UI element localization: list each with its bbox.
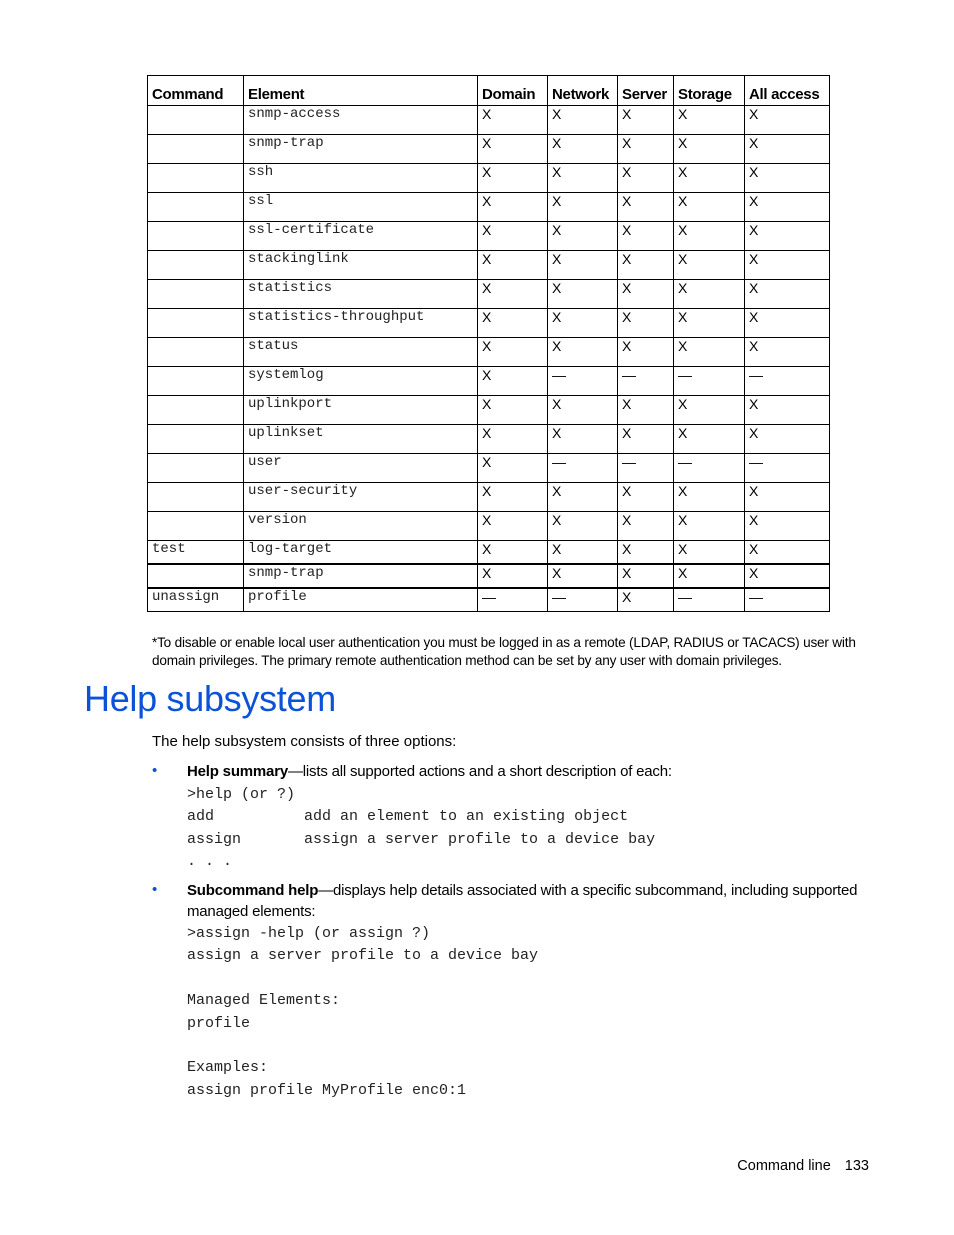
cell-server: X: [618, 541, 674, 565]
table-row: [148, 222, 830, 251]
cell-server: X: [618, 106, 674, 135]
cell-element: systemlog: [244, 367, 478, 396]
table-header-row: [148, 76, 830, 106]
cell-server: X: [618, 193, 674, 222]
term-subcommand-help: Subcommand help: [187, 882, 319, 899]
cell-storage: —: [674, 454, 745, 483]
cell-server: X: [618, 425, 674, 454]
cell-network: X: [548, 164, 618, 193]
table-body: [148, 106, 830, 612]
cell-storage: X: [674, 541, 745, 565]
cell-server: X: [618, 396, 674, 425]
cell-domain: X: [478, 222, 548, 251]
section-intro: The help subsystem consists of three options:: [152, 733, 457, 750]
cell-server: X: [618, 280, 674, 309]
cell-element: stackinglink: [244, 251, 478, 280]
cell-network: X: [548, 564, 618, 588]
cell-all-access: —: [745, 588, 830, 612]
bullet-icon: •: [152, 881, 158, 898]
cell-server: X: [618, 512, 674, 541]
cell-command: [148, 164, 244, 193]
cell-all-access: —: [745, 454, 830, 483]
cell-command: [148, 454, 244, 483]
table-row: [148, 164, 830, 193]
cell-all-access: X: [745, 309, 830, 338]
cell-network: X: [548, 222, 618, 251]
table-row: [148, 483, 830, 512]
cell-all-access: X: [745, 193, 830, 222]
cell-domain: X: [478, 193, 548, 222]
cell-command: [148, 106, 244, 135]
cell-element: ssl: [244, 193, 478, 222]
cell-network: X: [548, 425, 618, 454]
cell-server: X: [618, 251, 674, 280]
permissions-table: [147, 75, 830, 612]
cell-element: user-security: [244, 483, 478, 512]
table-row: [148, 280, 830, 309]
list-item-help-summary: [187, 761, 877, 782]
cell-network: —: [548, 454, 618, 483]
table-row: [148, 512, 830, 541]
cell-element: user: [244, 454, 478, 483]
cell-command: [148, 280, 244, 309]
cell-network: X: [548, 280, 618, 309]
code-block-help-summary: >help (or ?) add add an element to an existing object assign assign a server profile to a device bay . . .: [187, 786, 656, 871]
column-header-all-access: All access: [745, 76, 830, 106]
cell-all-access: X: [745, 222, 830, 251]
table-row: [148, 251, 830, 280]
cell-command: [148, 425, 244, 454]
cell-storage: X: [674, 106, 745, 135]
cell-storage: X: [674, 338, 745, 367]
table-row: [148, 135, 830, 164]
column-header-server: Server: [618, 76, 674, 106]
cell-all-access: X: [745, 396, 830, 425]
table-row: [148, 367, 830, 396]
cell-element: uplinkset: [244, 425, 478, 454]
cell-element: snmp-trap: [244, 564, 478, 588]
cell-command: [148, 222, 244, 251]
table-row: [148, 541, 830, 565]
term-help-summary: Help summary: [187, 763, 288, 780]
cell-network: —: [548, 588, 618, 612]
cell-domain: —: [478, 588, 548, 612]
cell-storage: X: [674, 512, 745, 541]
cell-all-access: X: [745, 280, 830, 309]
cell-network: X: [548, 396, 618, 425]
column-header-network: Network: [548, 76, 618, 106]
cell-all-access: —: [745, 367, 830, 396]
cell-storage: X: [674, 222, 745, 251]
cell-storage: X: [674, 193, 745, 222]
cell-storage: X: [674, 396, 745, 425]
cell-all-access: X: [745, 251, 830, 280]
cell-all-access: X: [745, 106, 830, 135]
cell-storage: X: [674, 309, 745, 338]
cell-command: [148, 251, 244, 280]
table-row: [148, 396, 830, 425]
table-row: [148, 193, 830, 222]
page-number: 133: [844, 1158, 869, 1174]
footer-section-name: Command line: [737, 1158, 831, 1174]
cell-element: status: [244, 338, 478, 367]
cell-command: [148, 564, 244, 588]
cell-server: X: [618, 338, 674, 367]
cell-storage: X: [674, 251, 745, 280]
cell-element: log-target: [244, 541, 478, 565]
cell-domain: X: [478, 541, 548, 565]
cell-command: [148, 512, 244, 541]
cell-storage: X: [674, 564, 745, 588]
table-row: [148, 425, 830, 454]
description-help-summary: —lists all supported actions and a short description of each:: [287, 763, 672, 780]
cell-network: X: [548, 512, 618, 541]
cell-server: X: [618, 135, 674, 164]
cell-command: test: [148, 541, 244, 565]
cell-domain: X: [478, 483, 548, 512]
table-footnote: *To disable or enable local user authentication you must be logged in as a remote (LDAP, RADIUS or TACACS) user with domain privileges. The primary remote authentication method can be set by any user with domain privileges.: [152, 634, 856, 668]
cell-element: snmp-trap: [244, 135, 478, 164]
cell-server: X: [618, 564, 674, 588]
cell-command: [148, 193, 244, 222]
cell-network: X: [548, 106, 618, 135]
table-row: [148, 309, 830, 338]
cell-command: [148, 309, 244, 338]
column-header-storage: Storage: [674, 76, 745, 106]
cell-element: uplinkport: [244, 396, 478, 425]
cell-storage: —: [674, 367, 745, 396]
cell-domain: X: [478, 251, 548, 280]
cell-domain: X: [478, 135, 548, 164]
cell-all-access: X: [745, 164, 830, 193]
cell-element: version: [244, 512, 478, 541]
cell-domain: X: [478, 309, 548, 338]
cell-network: X: [548, 193, 618, 222]
cell-storage: X: [674, 425, 745, 454]
table-row: [148, 106, 830, 135]
cell-storage: X: [674, 164, 745, 193]
table-row: [148, 588, 830, 612]
cell-network: X: [548, 135, 618, 164]
cell-element: snmp-access: [244, 106, 478, 135]
bullet-icon: •: [152, 762, 158, 779]
cell-all-access: X: [745, 483, 830, 512]
cell-network: X: [548, 309, 618, 338]
column-header-domain: Domain: [478, 76, 548, 106]
cell-domain: X: [478, 367, 548, 396]
table-row: [148, 338, 830, 367]
description-subcommand-help: —displays help details associated with a specific subcommand, including supported managed elements:: [187, 882, 858, 920]
cell-domain: X: [478, 396, 548, 425]
column-header-element: Element: [244, 76, 478, 106]
cell-all-access: X: [745, 512, 830, 541]
cell-element: ssh: [244, 164, 478, 193]
cell-domain: X: [478, 106, 548, 135]
cell-storage: X: [674, 280, 745, 309]
list-item-subcommand-help: [187, 880, 877, 922]
page-footer: [737, 1158, 869, 1174]
cell-network: X: [548, 541, 618, 565]
cell-server: X: [618, 483, 674, 512]
code-block-subcommand-help: >assign -help (or assign ?) assign a server profile to a device bay Managed Elements: profile Examples: assign profile MyProfile enc0:1: [187, 925, 539, 1099]
cell-command: [148, 396, 244, 425]
cell-network: X: [548, 483, 618, 512]
cell-storage: X: [674, 135, 745, 164]
column-header-command: Command: [148, 76, 244, 106]
cell-all-access: X: [745, 135, 830, 164]
cell-storage: —: [674, 588, 745, 612]
cell-server: X: [618, 222, 674, 251]
cell-element: statistics-throughput: [244, 309, 478, 338]
cell-domain: X: [478, 280, 548, 309]
cell-domain: X: [478, 338, 548, 367]
cell-command: [148, 135, 244, 164]
cell-server: X: [618, 588, 674, 612]
cell-all-access: X: [745, 425, 830, 454]
cell-command: unassign: [148, 588, 244, 612]
cell-element: profile: [244, 588, 478, 612]
cell-server: —: [618, 454, 674, 483]
table-row: [148, 564, 830, 588]
cell-storage: X: [674, 483, 745, 512]
cell-command: [148, 367, 244, 396]
cell-domain: X: [478, 564, 548, 588]
cell-server: X: [618, 164, 674, 193]
cell-domain: X: [478, 512, 548, 541]
cell-network: X: [548, 338, 618, 367]
table-row: [148, 454, 830, 483]
cell-all-access: X: [745, 338, 830, 367]
cell-element: ssl-certificate: [244, 222, 478, 251]
cell-domain: X: [478, 164, 548, 193]
cell-command: [148, 483, 244, 512]
cell-server: X: [618, 309, 674, 338]
cell-domain: X: [478, 454, 548, 483]
cell-server: —: [618, 367, 674, 396]
cell-element: statistics: [244, 280, 478, 309]
cell-domain: X: [478, 425, 548, 454]
section-heading: Help subsystem: [84, 678, 336, 719]
cell-all-access: X: [745, 564, 830, 588]
cell-network: X: [548, 251, 618, 280]
cell-command: [148, 338, 244, 367]
cell-network: —: [548, 367, 618, 396]
cell-all-access: X: [745, 541, 830, 565]
